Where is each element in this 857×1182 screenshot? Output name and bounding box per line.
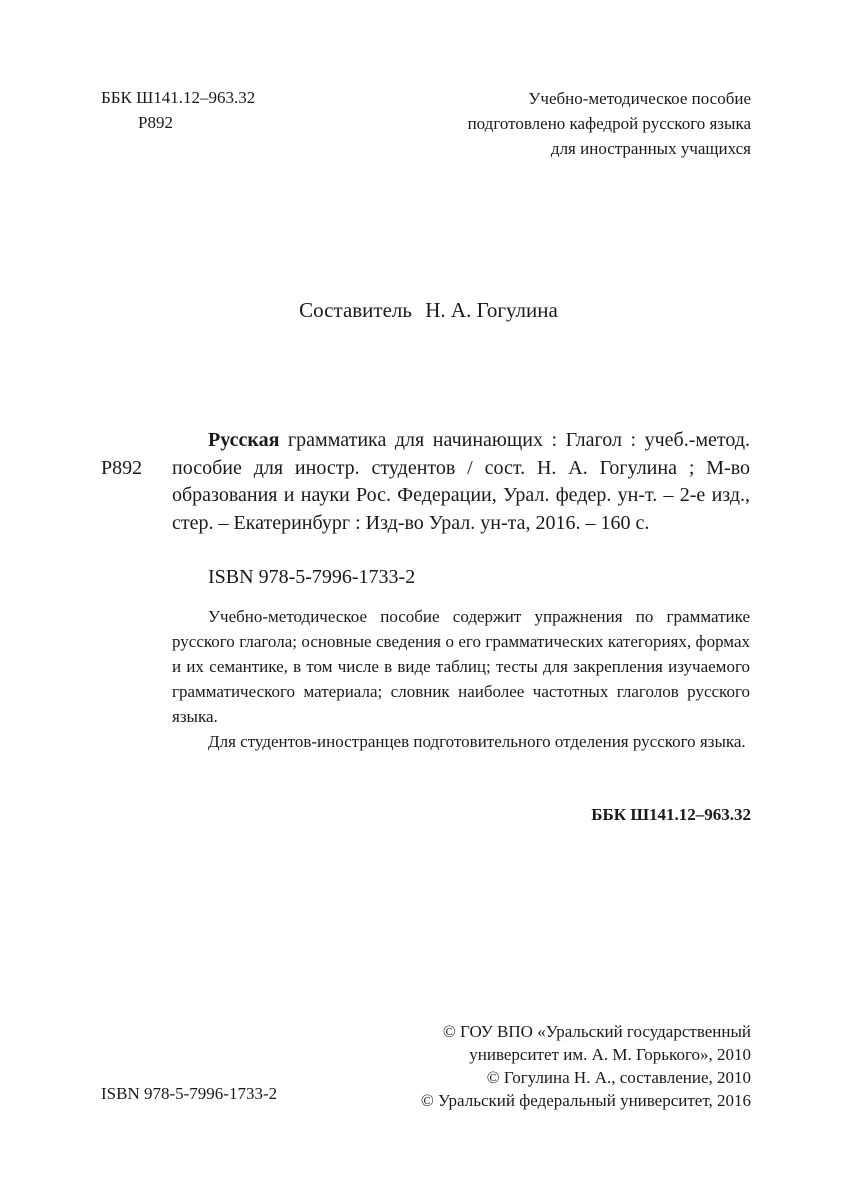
bbk-index-bold: ББК Ш141.12–963.32 [591,805,751,824]
bibliography-code: Р892 [101,457,143,479]
preparation-note [331,86,751,161]
copyright-line: университет им. А. М. Горького», 2010 [469,1045,751,1064]
copyright-block [311,1020,751,1112]
bibliography-title-bold: Русская [208,429,280,451]
compiler-line [0,296,857,324]
author-code: Р892 [138,113,173,132]
bibliographic-description [172,427,750,537]
preparation-note-line: подготовлено кафедрой русского языка [467,114,751,133]
annotation-paragraph: Учебно-методическое пособие содержит упражнения по грамматике русского глагола; основные сведения о его грамматических категориях, формах и их семантике, в том числе в виде таблиц; тесты для закрепления изучаемого грамматического материала; словник наиболее частотных глаголов русского языка. [172,607,750,726]
copyright-line: © Гогулина Н. А., составление, 2010 [486,1068,751,1087]
compiler-label: Составитель [299,298,412,322]
compiler-name: Н. А. Гогулина [425,298,558,322]
bibliography-text: грамматика для начинающих : Глагол : учеб.-метод. пособие для иностр. студентов / сост. Н. А. Гогулина ; М-во образования и науки Рос. Федерации, Урал. федер. ун-т. – 2-е изд., стер. – Екатеринбург : Изд-во Урал. ун-та, 2016. – 160 с. [172,429,751,534]
preparation-note-line: для иностранных учащихся [550,139,751,158]
isbn: ISBN 978-5-7996-1733-2 [208,566,416,588]
copyright-line: © Уральский федеральный университет, 2016 [420,1091,751,1110]
preparation-note-line: Учебно-методическое пособие [528,89,751,108]
copyright-line: © ГОУ ВПО «Уральский государственный [442,1022,751,1041]
isbn-bottom: ISBN 978-5-7996-1733-2 [101,1084,278,1103]
annotation-paragraph: Для студентов-иностранцев подготовительного отделения русского языка. [208,732,746,751]
bbk-index: ББК Ш141.12–963.32 [101,88,256,107]
annotation [172,604,750,754]
